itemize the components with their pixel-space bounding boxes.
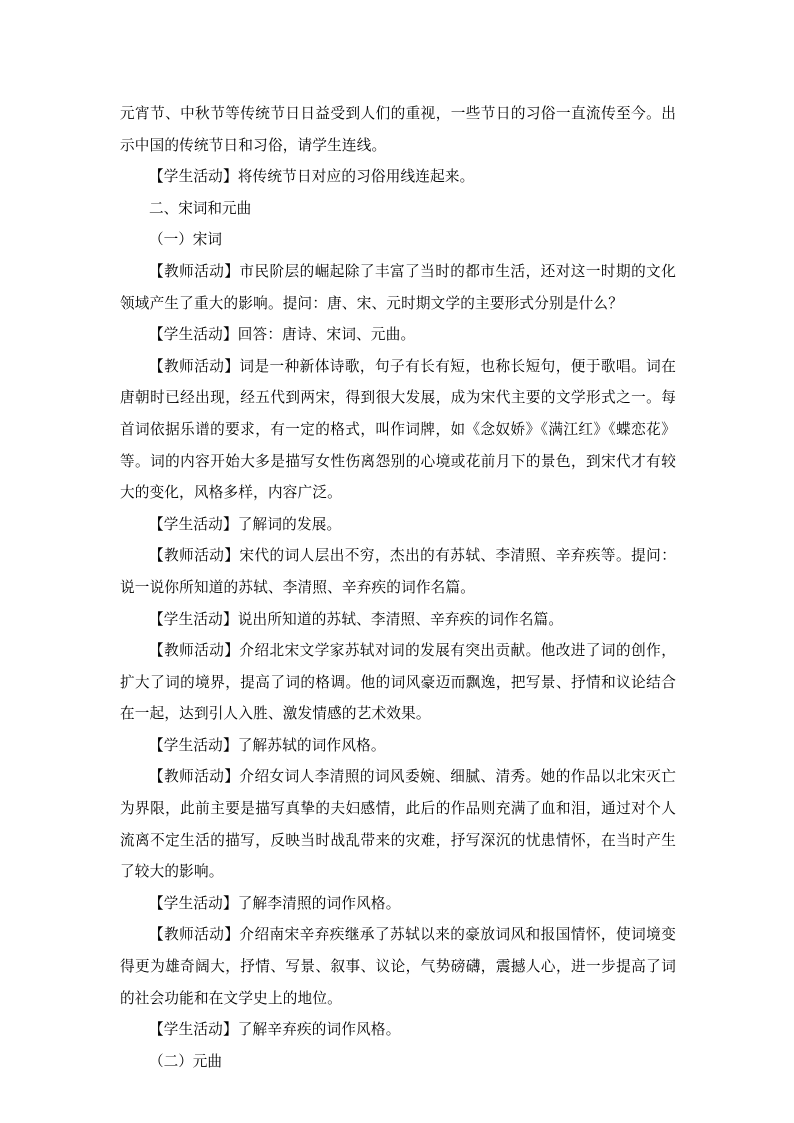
paragraph: 【学生活动】了解苏轼的词作风格。 — [149, 736, 386, 754]
subsection-heading: （二）元曲 — [149, 1052, 222, 1070]
paragraph: 元宵节、中秋节等传统节日日益受到人们的重视，一些节日的习俗一直流传至今。出示中国的传统节日和习俗，请学生连线。 — [120, 105, 676, 154]
document-body — [120, 98, 676, 1077]
paragraph: 【教师活动】介绍北宋文学家苏轼对词的发展有突出贡献。他改进了词的创作，扩大了词的境界，提高了词的格调。他的词风豪迈而飘逸，把写景、抒情和议论结合在一起，达到引人入胜、激发情感的艺术效果。 — [120, 642, 676, 723]
paragraph: 【教师活动】介绍女词人李清照的词风委婉、细腻、清秀。她的作品以北宋灭亡为界限，此前主要是描写真挚的夫妇感情，此后的作品则充满了血和泪，通过对个人流离不定生活的描写，反映当时战乱带来的灾难，抒写深沉的忧患情怀，在当时产生了较大的影响。 — [120, 768, 676, 881]
paragraph: 【学生活动】说出所知道的苏轼、李清照、辛弃疾的词作名篇。 — [149, 610, 564, 628]
section-heading: 二、宋词和元曲 — [149, 199, 252, 217]
paragraph: 【学生活动】了解辛弃疾的词作风格。 — [149, 1021, 401, 1039]
paragraph: 【学生活动】回答：唐诗、宋词、元曲。 — [149, 326, 416, 344]
paragraph: 【学生活动】了解词的发展。 — [149, 515, 342, 533]
subsection-heading: （一）宋词 — [149, 231, 222, 249]
paragraph: 【教师活动】市民阶层的崛起除了丰富了当时的都市生活，还对这一时期的文化领域产生了重大的影响。提问：唐、宋、元时期文学的主要形式分别是什么？ — [120, 262, 676, 312]
paragraph: 【学生活动】了解李清照的词作风格。 — [149, 894, 401, 912]
paragraph: 【教师活动】宋代的词人层出不穷，杰出的有苏轼、李清照、辛弃疾等。提问：说一说你所知道的苏轼、李清照、辛弃疾的词作名篇。 — [120, 547, 676, 596]
paragraph: 【学生活动】将传统节日对应的习俗用线连起来。 — [149, 168, 475, 186]
paragraph: 【教师活动】介绍南宋辛弃疾继承了苏轼以来的豪放词风和报国情怀，使词境变得更为雄奇阔大，抒情、写景、叙事、议论，气势磅礴，震撼人心，进一步提高了词的社会功能和在文学史上的地位。 — [120, 926, 676, 1007]
paragraph: 【教师活动】词是一种新体诗歌，句子有长有短，也称长短句，便于歌唱。词在唐朝时已经出现，经五代到两宋，得到很大发展，成为宋代主要的文学形式之一。每首词依据乐谱的要求，有一定的格式，叫作词牌，如《念奴娇》《满江红》《蝶恋花》等。词的内容开始大多是描写女性伤离怨别的心境或花前月下的景色，到宋代才有较大的变化，风格多样，内容广泛。 — [120, 357, 676, 502]
